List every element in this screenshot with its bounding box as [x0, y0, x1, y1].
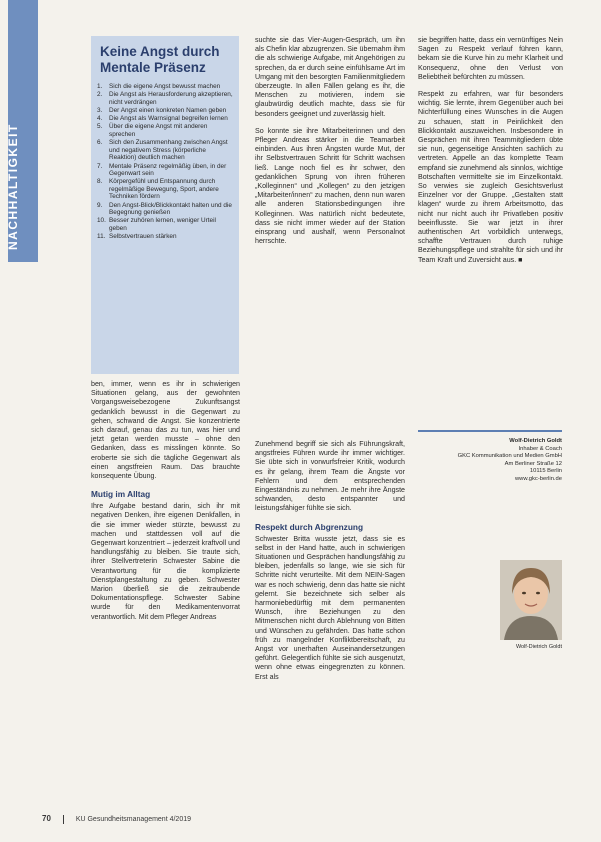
- tips-item-number: 2.: [97, 91, 103, 99]
- author-org: GKC Kommunikation und Medien GmbH: [457, 453, 562, 460]
- subheading-respekt: Respekt durch Abgrenzung: [255, 521, 364, 532]
- paragraph: Zunehmend begriff sie sich als Führungskraft, angstfreies Führen wurde ihr immer wichtiger. Sie übte sich in vorwurfsfreier Kritik, wodurch es ihr gelang, ihrem Team die Ängste vor Fehlern und dem entsprechenden Eingeständnis zu nehmen. Je mehr ihre Ängste schwanden, desto entspannter und leistungsfähiger fühlte sie sich.: [255, 440, 405, 513]
- footer-divider: [63, 815, 64, 824]
- tips-item-text: Sich die eigene Angst bewusst machen: [109, 83, 221, 90]
- section-tab-label: NACHHALTIGKEIT: [6, 123, 20, 250]
- tips-list-item: [97, 202, 235, 217]
- tips-list-item: [97, 139, 235, 162]
- tips-list-item: [97, 123, 235, 138]
- author-divider: [418, 430, 562, 432]
- author-web[interactable]: www.gkc-berlin.de: [514, 475, 562, 482]
- column-2-lower: [255, 440, 405, 690]
- paragraph: sie begriffen hatte, dass ein vernünftiges Nein Sagen zu Respekt verlauf führen kann, bekam sie die Kurve hin zu mehr Klarheit und Konsequenz, ohne den Verlust von Beliebtheit befürchten zu müssen.: [418, 36, 563, 81]
- tips-item-number: 10.: [97, 217, 106, 225]
- tips-item-text: Den Angst-Blick/Blickkontakt halten und die Begegnung genießen: [109, 201, 232, 217]
- paragraph: ben, immer, wenn es ihr in schwierigen Situationen gelang, aus der gewohnten Vorgangsweisebezogene Zukunftsangst gedanklich bewusst in die Gegenwart zu gehen, schwand die Angst. Sie konzentrierte sich darauf, genau das zu tun, was hier und jetzt getan werden musste – ohne den Gedanken, dass es misslingen könnte. So eroberte sie sich die tägliche Gegenwart als einen angstfreien Raum. Das brauchte konsequente Übung.: [91, 380, 240, 481]
- tips-item-text: Der Angst einen konkreten Namen geben: [109, 106, 227, 114]
- author-role: Inhaber & Coach: [518, 445, 562, 452]
- tips-list-item: [97, 217, 235, 232]
- author-name: Wolf-Dietrich Goldt: [509, 438, 562, 444]
- page-footer: [42, 814, 191, 824]
- tips-list-item: [97, 233, 235, 241]
- tips-item-number: 11.: [97, 233, 106, 241]
- tips-item-text: Die Angst als Herausforderung akzeptieren, nicht verdrängen: [109, 91, 233, 106]
- tips-item-number: 5.: [97, 123, 103, 131]
- tips-item-number: 4.: [97, 115, 103, 123]
- column-3: [418, 36, 563, 273]
- tips-item-text: Selbstvertrauen stärken: [109, 233, 177, 241]
- paragraph: Schwester Britta wusste jetzt, dass sie es selbst in der Hand hatte, auch in schwierigen Situationen und Gesprächen handlungsfähig zu bleiben, jedenfalls so lange, wie sie sich für Schritte nicht verurteilte. Mit dem NEIN-Sagen war es noch schwierig, denn das hatte sie nicht gelernt. Sie bezeichnete sich selber als harmoniebedürftig mit dem permanenten Wunsch, ihre Beziehungen zu den Mitmenschen nicht durch Ablehnung von Bitten und Wünschen zu gefährden. Das hatte schon früh zu mangelnder Konfliktbereitschaft, zu Angst vor unerhaften Auseinandersetzungen geführt. Gelegentlich fühlte sie sich ausgenutzt, wenn ohne etwas eingegrenzten zu können. Erst als: [255, 534, 405, 681]
- tips-list: [91, 83, 239, 241]
- photo-caption: Wolf-Dietrich Goldt: [515, 644, 562, 650]
- page-number: 70: [42, 814, 51, 823]
- tips-box: [91, 36, 239, 374]
- subheading-mutig: Mutig im Alltag: [91, 489, 151, 500]
- tips-list-item: [97, 107, 235, 115]
- tips-item-text: Die Angst als Warnsignal begreifen lernen: [109, 115, 228, 123]
- tips-list-item: [97, 178, 235, 201]
- tips-item-number: 7.: [97, 162, 103, 170]
- tips-list-item: [97, 115, 235, 123]
- tips-item-text: Sich den Zusammenhang zwischen Angst und negativem Stress (körperliche Reaktion) deutlich machen: [109, 139, 228, 162]
- tips-item-text: Über die eigene Angst mit anderen sprechen: [109, 123, 208, 138]
- tips-list-item: [97, 163, 235, 178]
- tips-item-text: Mentale Präsenz regelmäßig üben, in der Gegenwart sein: [109, 162, 227, 178]
- tips-box-title: Keine Angst durch Mentale Präsenz: [100, 44, 220, 75]
- tips-item-text: Besser zuhören lernen, weniger Urteil geben: [109, 217, 216, 233]
- author-city: 10115 Berlin: [529, 468, 562, 475]
- paragraph: Ihre Aufgabe bestand darin, sich ihr mit negativen Denken, ihre eigenen Denkfallen, in die sie immer wieder stürzte, bewusst zu machen und stattdessen voll auf die Gegenwart konzentriert – jederzeit kraftvoll und handlungsfähig zu bleiben. Sie traute sich, ihrer Stellvertreterin Schwester Sabine die Verantwortung für die komplizierte Dienstplangestaltung zu geben. Schwester Marion überließ sie die zeitraubende Dokumentationspflege. Schwester Sabine wurde für den Medikamentenvorrat verantwortlich. Mit dem Pfleger Andreas: [91, 502, 240, 621]
- column-2: [255, 36, 405, 254]
- column-1: [91, 380, 240, 630]
- paragraph: Respekt zu erfahren, war für besonders wichtig. Sie lernte, ihrem Gegenüber auch bei Nichterfüllung eines Wunsches in die Augen zu schauen, statt in Peinlichkeit den Blickkontakt auszuweichen. Insbesondere in Gesprächen mit ihren Teammitgliedern übte sie nun, gegenseitige Ansichten sachlich zu vertreten. Appelle an das komplette Team empfand sie zunehmend als sinnlos, wichtige Botschaften vermittelte sie im Einzelkontakt. So verwies sie zugleich Gesichtsverlust Einzelner vor der Gruppe. „Gestalten statt klagen“ wurde zu ihrem Arbeitsmotto, das nicht nur nicht auch ihr Privatleben positiv beeinflusste. Sie war jetzt in ihrer authentischen Art vorbildlich unterwegs, schaffte Vertrauen durch ruhige Beziehungspflege und strahlte für sich und ihr Team Kraft und Zuversicht aus. ■: [418, 90, 563, 264]
- author-info: [418, 438, 562, 484]
- journal-name: KU Gesundheitsmanagement 4/2019: [75, 816, 191, 823]
- author-street: Am Berliner Straße 12: [504, 460, 562, 467]
- tips-item-number: 9.: [97, 201, 103, 209]
- tips-list-item: [97, 83, 235, 91]
- tips-list-item: [97, 91, 235, 106]
- tips-item-number: 8.: [97, 178, 103, 186]
- tips-item-text: Körpergefühl und Entspannung durch regelmäßige Bewegung, Sport, andere Techniken fördern: [109, 178, 219, 201]
- paragraph: suchte sie das Vier-Augen-Gespräch, um ihn als Chefin klar abzugrenzen. Sie übernahm ihm die als schwierige Aufgabe, mit Angehörigen zu sprechen, da er durch seine einfühlsame Art im Umgang mit den besorgten Familienmitgliedern überzeugte. In allen Fällen gelang es ihr, die Menschen zu motivieren, indem sie glaubwürdig deutlich machte, dass sie für besonders geeignet und zuverlässig hielt.: [255, 36, 405, 118]
- paragraph: So konnte sie ihre Mitarbeiterinnen und den Pfleger Andreas stärker in die Teamarbeit einbinden. Aus ihren Ängsten wurde Mut, der ihr Selbstvertrauen Schritt für Schritt wachsen ließ. Lange noch fiel es ihr schwer, den gedanklichen Sprung von ihren früheren „Kolleginnen“ und „Kollegen“ zu den jetzigen „Mitarbeiter/innen“ zu machen, denn nun waren alle anderen Stationsbedingungen ihre Kolleginnen. Was natürlich nicht bedeutete, dass sie nicht immer wieder auf der Station einsprang und aushalf, wenn Personalnot herrschte.: [255, 126, 405, 246]
- author-photo: [500, 560, 562, 640]
- tips-item-number: 3.: [97, 106, 103, 114]
- tips-item-number: 6.: [97, 139, 103, 147]
- tips-item-number: 1.: [97, 83, 103, 90]
